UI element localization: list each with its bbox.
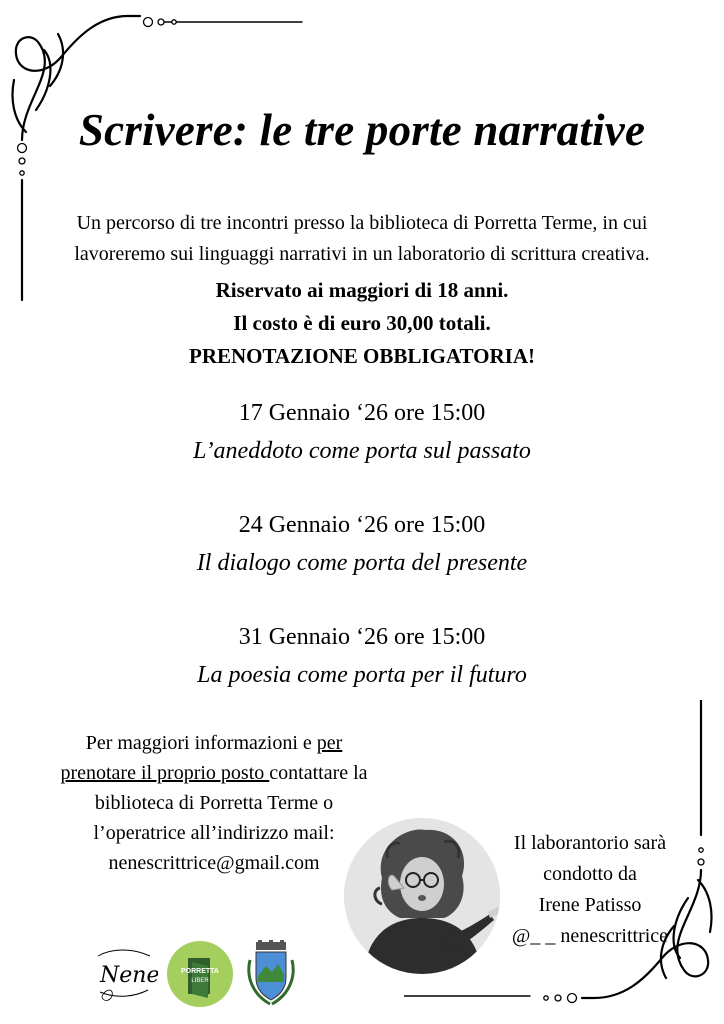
cost-note: Il costo è di euro 30,00 totali. [233, 311, 491, 335]
session-1-theme: L’aneddoto come porta sul passato [193, 438, 531, 464]
info-underlined-per: per [316, 732, 343, 754]
liber-logo-text: LIBER [191, 978, 209, 984]
intro-line-1: Un percorso di tre incontri presso la biblioteca di Porretta Terme, in cui [76, 212, 648, 234]
conductor-photo [344, 818, 500, 974]
session-2-date: 24 Gennaio ‘26 ore 15:00 [238, 512, 486, 538]
age-requirement: Riservato ai maggiori di 18 anni. [215, 278, 509, 302]
session-1-date: 17 Gennaio ‘26 ore 15:00 [238, 400, 486, 426]
contact-email[interactable]: nenescrittrice@gmail.com [108, 852, 320, 874]
session-3-date: 31 Gennaio ‘26 ore 15:00 [238, 624, 486, 650]
session-2-theme: Il dialogo come porta del presente [196, 550, 528, 576]
info-text-contact: contattare la [269, 762, 368, 784]
porretta-liber-logo [166, 940, 234, 1008]
conductor-line-1: Il laborantorio sarà [513, 832, 667, 854]
conductor-name: Irene Patisso [538, 894, 642, 916]
session-3-theme: La poesia come porta per il futuro [197, 662, 527, 688]
porretta-logo-text: PORRETTA [181, 968, 219, 975]
conductor-handle[interactable]: @_ _ nenescrittrice [511, 925, 669, 947]
intro-line-2: lavoreremo sui linguaggi narrativi in un laboratorio di scrittura creativa. [74, 243, 650, 265]
nene-logo-text: Nene [100, 963, 158, 988]
nene-logo [92, 942, 158, 1006]
info-text: Per maggiori informazioni e [85, 732, 317, 754]
municipality-crest [244, 940, 298, 1008]
booking-required: PRENOTAZIONE OBBLIGATORIA! [189, 344, 535, 368]
page-title: Scrivere: le tre porte narrative [78, 105, 646, 155]
info-operator: l’operatrice all’indirizzo mail: [93, 822, 335, 844]
conductor-line-2: condotto da [543, 863, 637, 885]
info-underlined-booking: prenotare il proprio posto [60, 762, 270, 784]
conductor-info [478, 828, 702, 952]
info-library: biblioteca di Porretta Terme o [94, 792, 334, 814]
